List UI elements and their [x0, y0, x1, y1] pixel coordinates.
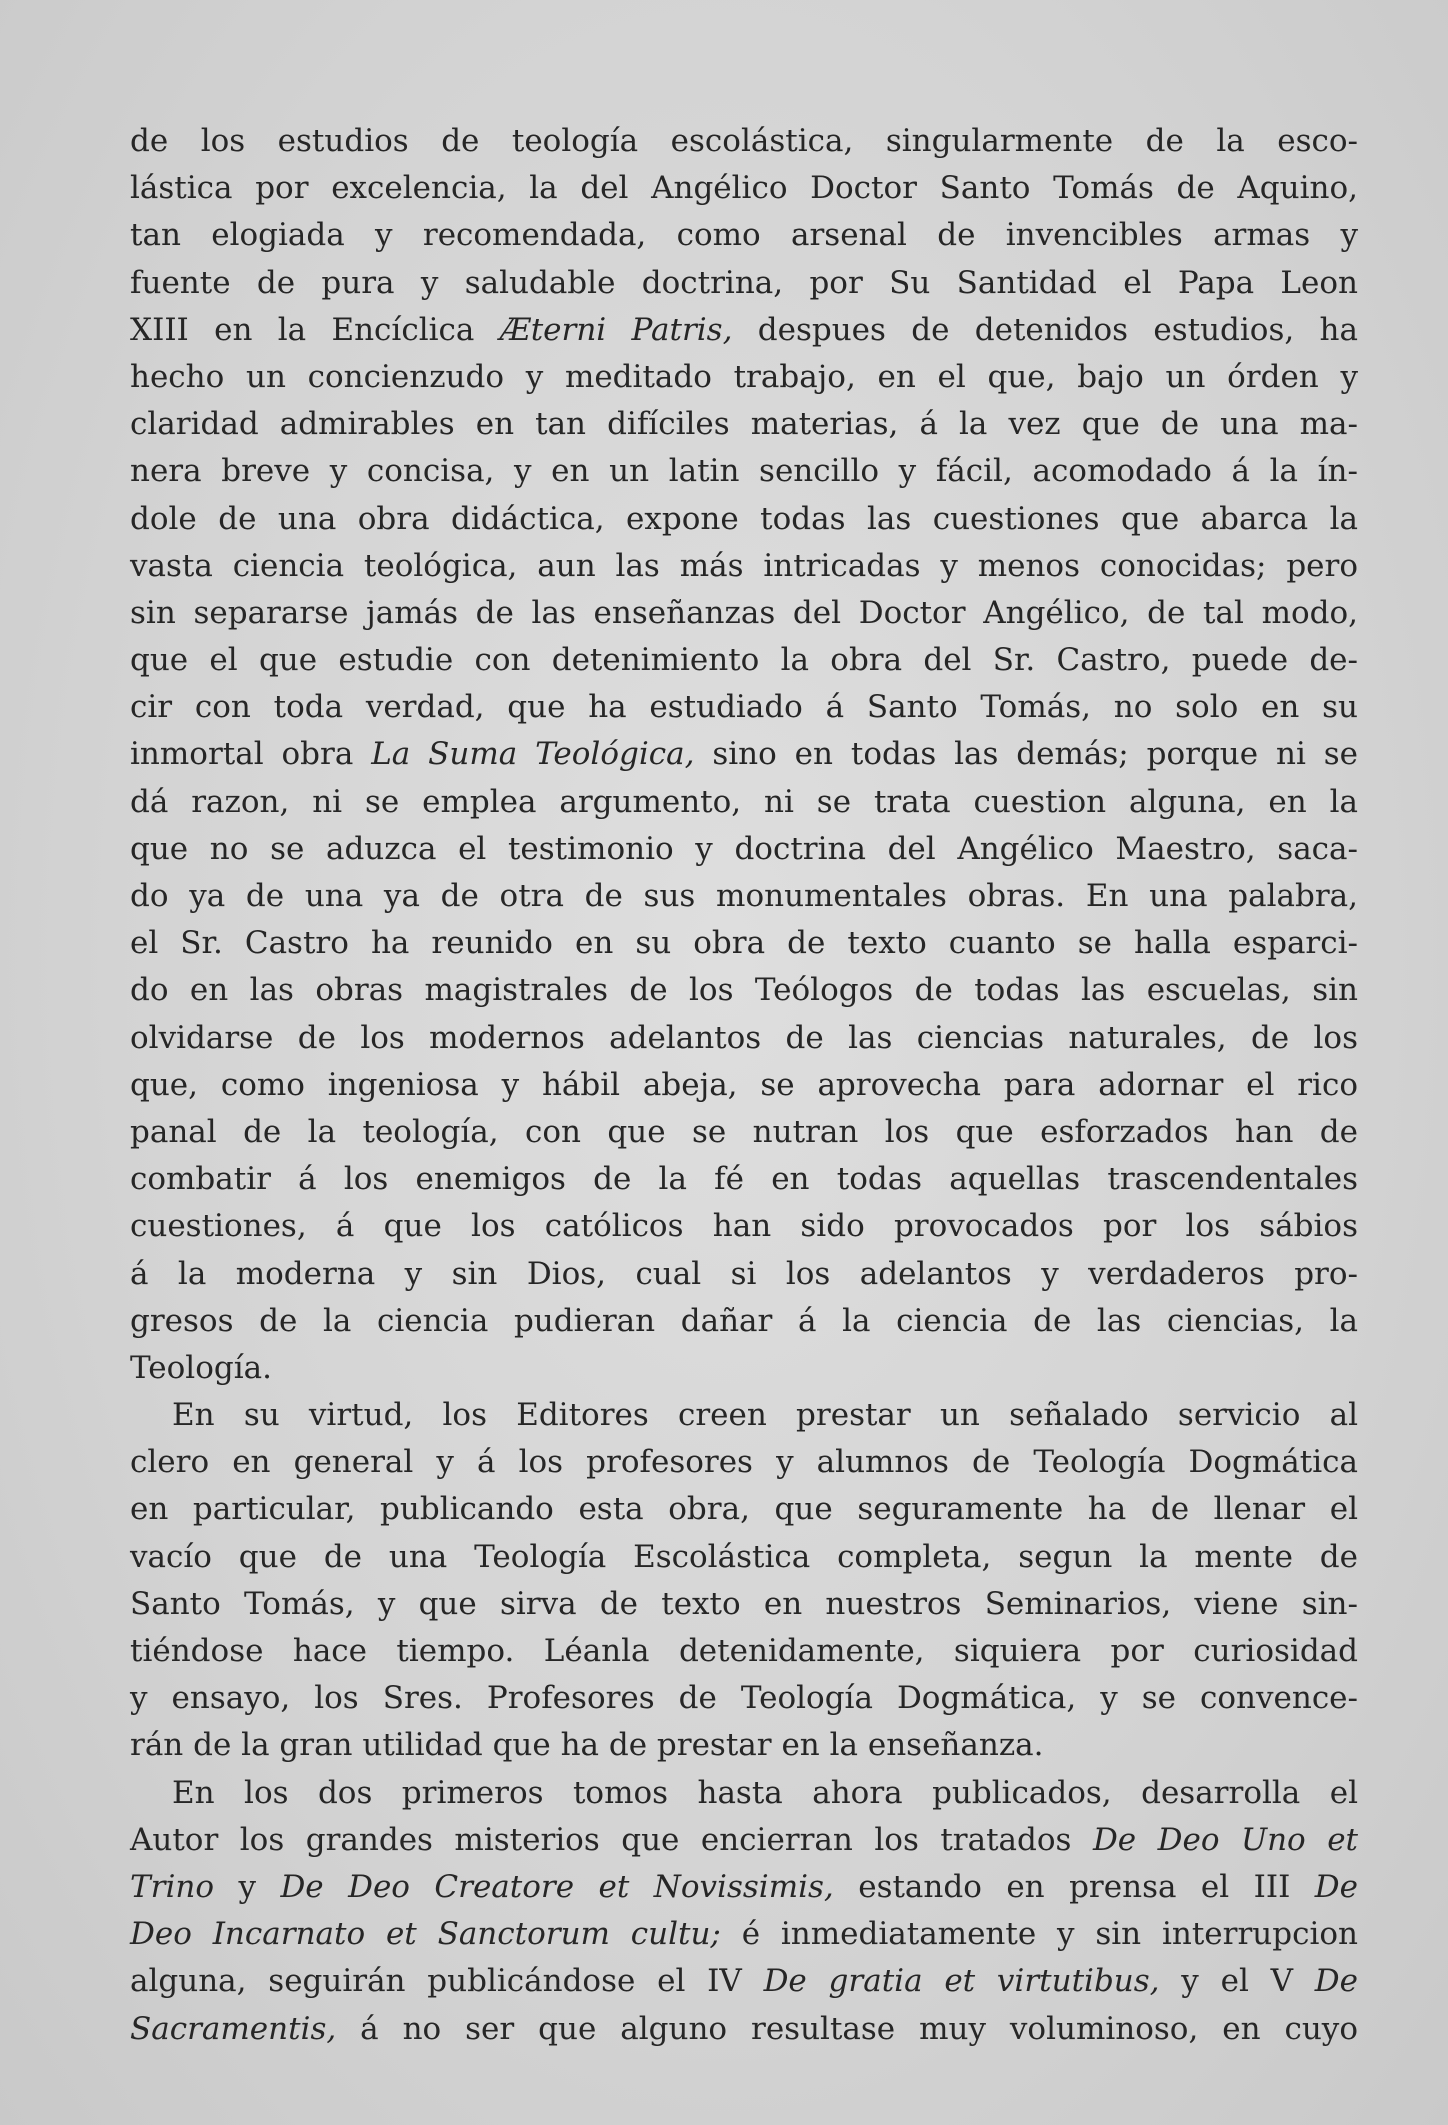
- text-run: y: [214, 1868, 281, 1905]
- italic-title-run: Sacramentis,: [130, 2010, 337, 2047]
- text-run: sin separarse jamás de las enseñanzas del Doctor Angélico, de tal modo,: [130, 594, 1358, 631]
- text-line: [130, 212, 1358, 259]
- text-run: alguna, seguirán publicándose el IV: [130, 1963, 764, 2000]
- text-run: despues de detenidos estudios, ha: [732, 311, 1358, 348]
- italic-title-run: Æterni Patris,: [499, 311, 733, 348]
- italic-title-run: De gratia et virtutibus,: [763, 1963, 1160, 2000]
- text-run: de los estudios de teología escolástica, singularmente de la esco-: [130, 123, 1358, 159]
- text-run: Teología.: [130, 1349, 272, 1386]
- italic-title-run: La Suma Teológica,: [371, 736, 695, 773]
- italic-title-run: De: [1314, 1963, 1358, 2000]
- text-line: [130, 1156, 1358, 1203]
- text-run: que el que estudie con detenimiento la obra del Sr. Castro, puede de-: [130, 642, 1358, 679]
- paragraph: [130, 1392, 1358, 1770]
- text-line: [130, 448, 1358, 495]
- text-line: [130, 684, 1358, 731]
- text-run: Santo Tomás, y que sirva de texto en nuestros Seminarios, viene sin-: [130, 1585, 1358, 1622]
- text-line: [130, 873, 1358, 920]
- text-run: que no se aduzca el testimonio y doctrina del Angélico Maestro, saca-: [130, 830, 1358, 867]
- text-run: Autor los grandes misterios que encierran los tratados: [130, 1821, 1093, 1858]
- text-run: combatir á los enemigos de la fé en todas aquellas trascendentales: [130, 1161, 1358, 1198]
- text-line: [130, 826, 1358, 873]
- text-run: nera breve y concisa, y en un latin sencillo y fácil, acomodado á la ín-: [130, 453, 1358, 490]
- text-run: el Sr. Castro ha reunido en su obra de texto cuanto se halla esparci-: [130, 925, 1358, 962]
- text-line: [130, 967, 1358, 1014]
- paragraph: [130, 118, 1358, 1392]
- text-line: [130, 1439, 1358, 1486]
- text-line: [130, 543, 1358, 590]
- text-line: [130, 1062, 1358, 1109]
- text-line: [130, 1770, 1358, 1817]
- text-run: clero en general y á los profesores y alumnos de Teología Dogmática: [130, 1444, 1358, 1481]
- text-run: cir con toda verdad, que ha estudiado á Santo Tomás, no solo en su: [130, 689, 1358, 726]
- text-run: do en las obras magistrales de los Teólogos de todas las escuelas, sin: [130, 972, 1358, 1009]
- text-run: en particular, publicando esta obra, que seguramente ha de llenar el: [130, 1491, 1358, 1528]
- text-run: sino en todas las demás; porque ni se: [694, 736, 1359, 773]
- italic-title-run: De Deo Creatore et Novissimis,: [280, 1868, 834, 1905]
- text-line: [130, 118, 1358, 165]
- text-run: é inmediatamente y sin interrupcion: [720, 1916, 1359, 1953]
- text-run: y el V: [1159, 1963, 1315, 2000]
- text-line: [130, 496, 1358, 543]
- text-line: [130, 731, 1358, 778]
- text-run: fuente de pura y saludable doctrina, por Su Santidad el Papa Leon: [130, 264, 1358, 301]
- text-line: [130, 920, 1358, 967]
- text-run: dá razon, ni se emplea argumento, ni se trata cuestion alguna, en la: [130, 783, 1358, 820]
- text-line: [130, 1486, 1358, 1533]
- text-run: En los dos primeros tomos hasta ahora publicados, desarrolla el: [172, 1774, 1358, 1811]
- body-text: [130, 118, 1358, 2053]
- text-run: vacío que de una Teología Escolástica completa, segun la mente de: [130, 1538, 1358, 1575]
- text-run: panal de la teología, con que se nutran los que esforzados han de: [130, 1113, 1358, 1150]
- italic-title-run: De: [1314, 1868, 1358, 1905]
- text-run: estando en prensa el III: [833, 1868, 1315, 1905]
- text-line: [130, 1298, 1358, 1345]
- text-line: [130, 2006, 1358, 2053]
- text-run: XIII en la Encíclica: [130, 311, 500, 348]
- text-run: hecho un concienzudo y meditado trabajo, en el que, bajo un órden y: [130, 358, 1358, 395]
- text-line: [130, 1392, 1358, 1439]
- text-run: dole de una obra didáctica, expone todas las cuestiones que abarca la: [130, 500, 1358, 537]
- text-run: que, como ingeniosa y hábil abeja, se aprovecha para adornar el rico: [130, 1066, 1358, 1103]
- italic-title-run: Deo Incarnato et Sanctorum cultu;: [130, 1916, 721, 1953]
- text-line: [130, 401, 1358, 448]
- text-run: lástica por excelencia, la del Angélico Doctor Santo Tomás de Aquino,: [130, 170, 1358, 207]
- text-line: [130, 307, 1358, 354]
- text-run: rán de la gran utilidad que ha de prestar en la enseñanza.: [130, 1727, 1044, 1764]
- text-line: [130, 1817, 1358, 1864]
- text-line: [130, 1675, 1358, 1722]
- text-line: [130, 1251, 1358, 1298]
- text-line: [130, 1015, 1358, 1062]
- text-line: [130, 1581, 1358, 1628]
- text-line: [130, 779, 1358, 826]
- italic-title-run: De Deo Uno et: [1092, 1821, 1358, 1858]
- italic-title-run: Trino: [130, 1868, 215, 1905]
- paragraph: [130, 1770, 1358, 2053]
- text-run: á la moderna y sin Dios, cual si los adelantos y verdaderos pro-: [130, 1255, 1358, 1292]
- text-run: y ensayo, los Sres. Profesores de Teología Dogmática, y se convence-: [130, 1680, 1358, 1717]
- text-run: En su virtud, los Editores creen prestar un señalado servicio al: [172, 1397, 1358, 1434]
- text-line: [130, 1628, 1358, 1675]
- text-line: [130, 354, 1358, 401]
- text-run: á no ser que alguno resultase muy voluminoso, en cuyo: [336, 2010, 1358, 2047]
- text-run: tan elogiada y recomendada, como arsenal de invencibles armas y: [130, 217, 1358, 254]
- text-run: olvidarse de los modernos adelantos de las ciencias naturales, de los: [130, 1019, 1358, 1056]
- text-line: [130, 1203, 1358, 1250]
- text-run: claridad admirables en tan difíciles materias, á la vez que de una ma-: [130, 406, 1358, 443]
- text-line: [130, 1722, 1358, 1769]
- text-line: [130, 165, 1358, 212]
- text-line: [130, 1911, 1358, 1958]
- text-run: tiéndose hace tiempo. Léanla detenidamente, siquiera por curiosidad: [130, 1633, 1358, 1669]
- text-line: [130, 1109, 1358, 1156]
- text-run: do ya de una ya de otra de sus monumentales obras. En una palabra,: [130, 878, 1358, 914]
- text-line: [130, 1864, 1358, 1911]
- text-line: [130, 1345, 1358, 1392]
- text-line: [130, 1534, 1358, 1581]
- text-run: cuestiones, á que los católicos han sido provocados por los sábios: [130, 1208, 1358, 1245]
- text-run: gresos de la ciencia pudieran dañar á la ciencia de las ciencias, la: [130, 1302, 1358, 1339]
- text-line: [130, 590, 1358, 637]
- text-line: [130, 260, 1358, 307]
- text-run: vasta ciencia teológica, aun las más intricadas y menos conocidas; pero: [130, 547, 1358, 584]
- text-line: [130, 1958, 1358, 2005]
- text-run: inmortal obra: [130, 736, 372, 773]
- text-line: [130, 637, 1358, 684]
